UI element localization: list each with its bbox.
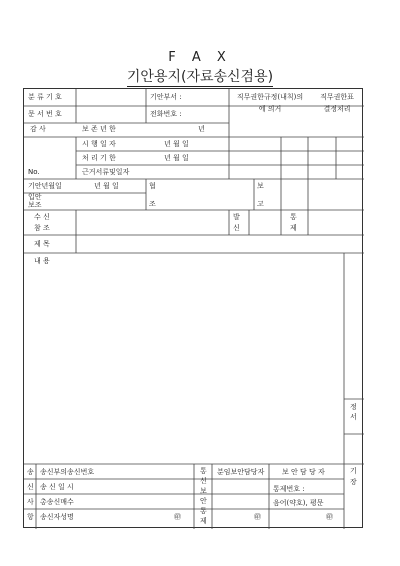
notify-label-1: 통 [290,213,297,221]
rule-note-1: 직무권한규정(내칙)의 [236,93,304,101]
notify-label-2: 제 [290,224,297,232]
sender-seal: ㊞ [174,513,181,521]
authority-1: 직무권한표 [320,93,354,101]
ref-to-label: 참 조 [34,224,50,232]
dept-officer-seal: ㊞ [254,513,261,521]
form-grid [24,89,364,529]
retention-label: 보 존 년 한 [82,125,116,133]
scope-label: 음어(약호), 평문 [273,499,324,507]
report-label-2: 고 [257,200,264,208]
sender-no-label: 송신부의송신번호 [40,468,95,476]
dept-officer-label: 분임보안담당자 [217,468,265,476]
fax-title: F A X [168,50,232,65]
memo-label-1: 기 [350,467,357,475]
draft-form [23,88,363,528]
section-char-4: 항 [27,513,34,521]
security-char-1: 통 [200,467,207,475]
enforce-date-value: 년 월 일 [164,140,189,148]
draft-dept-label: 기안부서 : [150,93,182,101]
draft-date-value: 년 월 일 [94,182,119,190]
send-date-label: 송 신 일 시 [40,483,74,491]
basis-doc-label: 근거서류및일자 [82,168,130,176]
security-officer-label: 보 안 담 당 자 [282,468,325,476]
security-char-2: 신 [200,477,207,485]
rule-note-2: 에 의거 [258,105,282,113]
recv-label: 수 신 [34,213,50,221]
coop-label-1: 협 [149,182,156,190]
ref-label-1: 입안 [28,193,42,201]
control-no-label: 통제번호 : [273,485,305,493]
form-title: 기안용지(자료송신겸용) [126,69,274,85]
phone-label: 전화번호 : [150,110,182,118]
security-char-6: 제 [200,517,207,525]
doc-no-label: 문 서 번 호 [28,110,62,118]
section-char-1: 송 [27,468,34,476]
send-label-2: 신 [233,224,240,232]
report-label-1: 보 [257,182,264,190]
audit-label: 감 사 [30,125,46,133]
content-label: 내 용 [34,257,50,265]
process-deadline-value: 년 월 일 [164,154,189,162]
security-char-4: 안 [200,497,207,505]
class-code-label: 분 류 기 호 [28,93,62,101]
security-char-5: 통 [200,507,207,515]
coop-label-2: 조 [149,200,156,208]
subject-label: 제 목 [34,240,50,248]
security-char-3: 보 [200,487,207,495]
section-char-3: 사 [27,498,34,506]
retention-year: 년 [198,125,205,133]
security-officer-seal: ㊞ [326,513,333,521]
authority-2: 결정처리 [323,105,351,113]
send-label-1: 발 [233,213,240,221]
process-deadline-label: 처 리 기 한 [82,154,116,162]
clean-copy-label-2: 서 [350,413,357,421]
ref-label-2: 보조 [28,201,42,209]
memo-label-2: 장 [350,478,357,486]
draft-date-label: 기안년월일 [28,182,62,190]
total-pages-label: 총송신매수 [40,498,74,506]
clean-copy-label-1: 정 [350,403,357,411]
enforce-date-label: 시 행 일 자 [82,140,116,148]
no-label: No. [28,168,40,176]
section-char-2: 신 [27,483,34,491]
sender-name-label: 송신자성명 [40,513,74,521]
